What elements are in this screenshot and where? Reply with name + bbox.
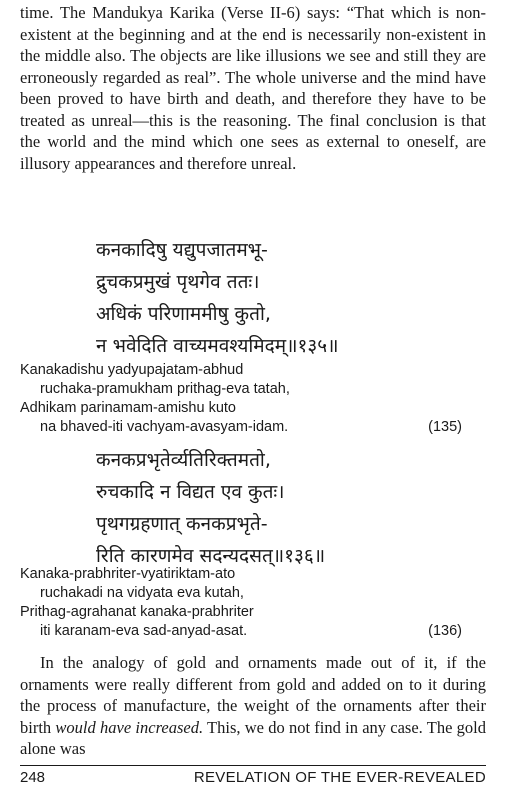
verse-135-sanskrit xyxy=(20,234,486,362)
verse-136-sanskrit xyxy=(20,444,486,572)
running-title: REVELATION OF THE EVER-REVEALED xyxy=(193,769,486,786)
translit-line: ruchakadi na vidyata eva kutah, xyxy=(40,585,244,601)
paragraph-analogy xyxy=(20,652,486,760)
verse-line: न भवेदिति वाच्यमवश्यमिदम्॥१३५॥ xyxy=(96,335,339,357)
translit-line: ruchaka-pramukham prithag-eva tatah, xyxy=(40,381,290,397)
paragraph-text: This, we do not find in any case. The gold alone was xyxy=(20,717,486,758)
verse-line: रिति कारणमेव सदन्यदसत्॥१३६॥ xyxy=(96,545,326,567)
verse-line: पृथगग्रहणात् कनकप्रभृते- xyxy=(96,513,268,535)
paragraph-text: In the analogy of gold and ornaments made out of it, if the ornaments were really different from gold and added on to it during the process of manufacture, the weight of the ornaments after their birth xyxy=(20,653,486,737)
verse-line: कनकप्रभृतेर्व्यतिरिक्तमतो, xyxy=(96,449,271,471)
verse-number: (135) xyxy=(428,419,462,435)
translit-line: Kanaka-prabhriter-vyatiriktam-ato xyxy=(20,566,236,582)
verse-number: (136) xyxy=(428,623,462,639)
verse-line: कनकादिषु यद्युपजातमभू- xyxy=(96,239,268,261)
translit-line: iti karanam-eva sad-anyad-asat. xyxy=(40,623,248,639)
verse-line: द्रुचकप्रमुखं पृथगेव ततः। xyxy=(96,271,260,293)
verse-136-transliteration xyxy=(20,565,486,641)
page-number: 248 xyxy=(20,769,46,786)
verse-line: रुचकादि न विद्यत एव कुतः। xyxy=(96,481,285,503)
translit-line: Adhikam parinamam-amishu kuto xyxy=(20,400,236,416)
footer-rule xyxy=(20,765,486,766)
translit-line: na bhaved-iti vachyam-avasyam-idam. xyxy=(40,419,289,435)
paragraph-opening: time. The Mandukya Karika (Verse II-6) says: “That which is non-existent at the beginning and at the end is necessarily non-existent in the middle also. The objects are like illusions we see and still they are erroneously regarded as real”. The whole universe and the mind have been proved to have birth and death, and therefore they have to be treated as unreal—this is the reasoning. The final conclusion is that the world and the mind which one sees as external to oneself, are illusory appearances and therefore unreal. xyxy=(20,3,486,173)
translit-line: Kanakadishu yadyupajatam-abhud xyxy=(20,362,244,378)
verse-135-transliteration xyxy=(20,361,486,437)
translit-line: Prithag-agrahanat kanaka-prabhriter xyxy=(20,604,254,620)
paragraph-emphasis: would have increased. xyxy=(55,717,204,737)
verse-line: अधिकं परिणाममीषु कुतो, xyxy=(96,303,271,325)
